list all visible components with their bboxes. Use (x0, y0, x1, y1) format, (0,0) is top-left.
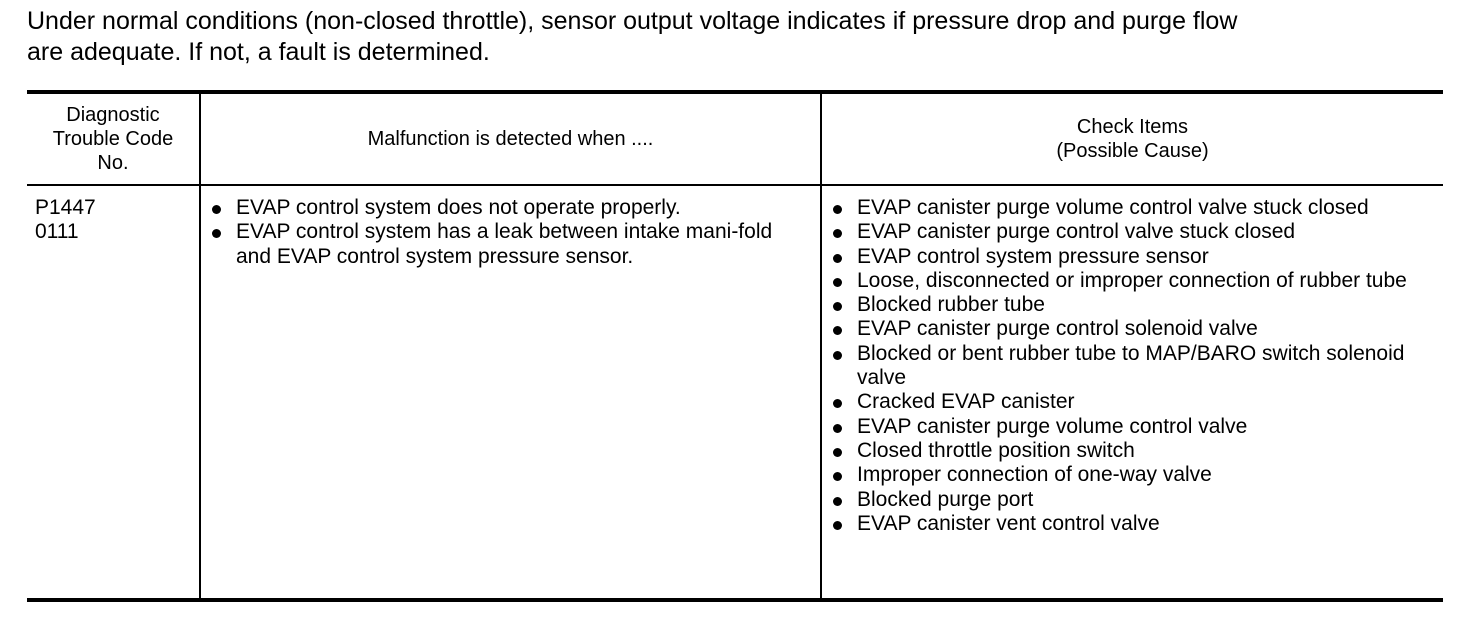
list-item (831, 488, 1439, 512)
list-item-text: EVAP canister purge volume control valve stuck closed (857, 196, 1369, 219)
list-item (831, 220, 1439, 244)
header-dtc-number (27, 94, 199, 184)
intro-line-1: Under normal conditions (non-closed throttle), sensor output voltage indicates if pressure drop and purge flow (27, 7, 1238, 35)
header-check-items (822, 94, 1443, 184)
bullet-icon (833, 229, 842, 238)
header-dtc-line: No. (97, 152, 129, 174)
bullet-icon (212, 205, 221, 214)
header-check-line: (Possible Cause) (1056, 140, 1209, 162)
bullet-icon (833, 497, 842, 506)
list-item (831, 463, 1439, 487)
header-malfunction (201, 94, 820, 184)
header-malfunction-line: Malfunction is detected when .... (367, 128, 654, 150)
list-item-text: EVAP canister purge volume control valve (857, 414, 1248, 438)
header-check-line: Check Items (1076, 116, 1189, 138)
bullet-icon (833, 254, 842, 263)
list-item (831, 317, 1439, 341)
bullet-icon (833, 472, 842, 481)
table-bottom-rule (27, 598, 1443, 602)
bullet-icon (833, 521, 842, 530)
list-item-text: EVAP control system pressure sensor (857, 244, 1209, 268)
list-item (210, 220, 810, 269)
cell-malfunction (210, 196, 810, 269)
bullet-icon (833, 302, 842, 311)
list-item (831, 245, 1439, 269)
bullet-icon (833, 326, 842, 335)
list-item (831, 269, 1439, 293)
list-item (210, 196, 810, 220)
list-item-text: Blocked rubber tube (857, 293, 1045, 317)
list-item-text: EVAP canister purge control valve stuck closed (857, 220, 1296, 244)
list-item (831, 439, 1439, 463)
list-item-text: EVAP canister purge control solenoid valve (857, 317, 1258, 341)
bullet-icon (833, 448, 842, 457)
list-item-text: EVAP control system does not operate properly. (236, 196, 681, 219)
bullet-icon (833, 399, 842, 408)
list-item-text: Blocked purge port (857, 487, 1034, 511)
header-dtc-line: Diagnostic (66, 104, 160, 126)
list-item-text: Improper connection of one-way valve (857, 463, 1212, 487)
list-item (831, 390, 1439, 414)
cell-dtc-codes (35, 196, 195, 245)
malfunction-list (210, 196, 810, 269)
list-item (831, 196, 1439, 220)
cell-check-items (831, 196, 1439, 536)
dtc-code: P1447 (35, 196, 96, 219)
list-item-text: Blocked or bent rubber tube to MAP/BARO switch solenoid valve (857, 341, 1405, 390)
bullet-icon (833, 351, 842, 360)
check-items-list (831, 196, 1439, 536)
list-item (831, 415, 1439, 439)
bullet-icon (212, 229, 221, 238)
intro-paragraph (27, 6, 1457, 68)
list-item (831, 293, 1439, 317)
header-dtc-line: Trouble Code (52, 128, 174, 150)
header-divider-rule (27, 184, 1443, 186)
bullet-icon (833, 278, 842, 287)
bullet-icon (833, 205, 842, 214)
list-item (831, 342, 1439, 391)
intro-line-2: are adequate. If not, a fault is determined. (27, 38, 490, 66)
list-item-text: EVAP canister vent control valve (857, 511, 1160, 535)
list-item-text: Closed throttle position switch (857, 438, 1135, 462)
dtc-table (27, 90, 1443, 602)
dtc-code: 0111 (35, 220, 79, 244)
bullet-icon (833, 424, 842, 433)
list-item-text: Cracked EVAP canister (857, 390, 1075, 414)
list-item (831, 512, 1439, 536)
list-item-text: EVAP control system has a leak between intake mani-fold and EVAP control system pressure sensor. (236, 220, 773, 268)
list-item-text: Loose, disconnected or improper connection of rubber tube (857, 268, 1407, 292)
